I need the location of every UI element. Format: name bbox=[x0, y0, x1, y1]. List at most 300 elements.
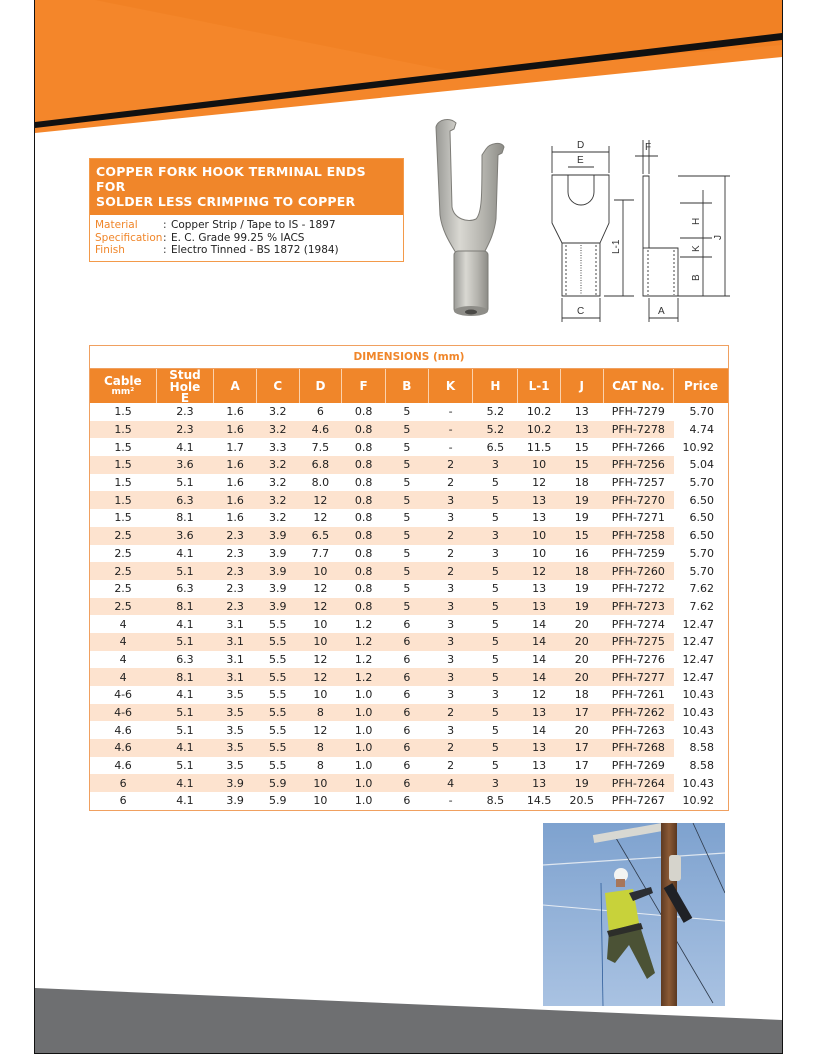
cell-cat-no: PFH-7261 bbox=[611, 688, 665, 702]
cell-d: 12 bbox=[299, 668, 342, 686]
column-header-stud-hole bbox=[156, 369, 214, 403]
cell-cable: 1.5 bbox=[114, 476, 132, 490]
cell-d: 12 bbox=[313, 582, 328, 596]
spec-label: Material bbox=[95, 219, 138, 231]
column-header-label: Price bbox=[683, 379, 719, 393]
cell-price: 10.43 bbox=[682, 723, 714, 737]
cell-k: - bbox=[428, 421, 473, 439]
dimensions-table bbox=[90, 369, 728, 810]
cell-cable: 4 bbox=[119, 617, 127, 631]
column-header-label: L-1 bbox=[528, 379, 550, 393]
cell-cable: 4 bbox=[119, 652, 127, 666]
cell-price: 10.92 bbox=[682, 794, 714, 808]
cell-stud-hole: 3.6 bbox=[156, 527, 214, 545]
cell-a: 3.5 bbox=[214, 739, 257, 757]
cell-cable: 1.5 bbox=[90, 491, 156, 509]
cell-l1: 10.2 bbox=[518, 421, 561, 439]
cell-k: 2 bbox=[447, 759, 455, 773]
cell-d: 12 bbox=[299, 598, 342, 616]
cell-f: 1.2 bbox=[342, 633, 386, 651]
cell-cat-no: PFH-7264 bbox=[603, 774, 673, 792]
cell-d: 6.5 bbox=[299, 527, 342, 545]
column-header-label: F bbox=[359, 379, 368, 393]
cell-stud-hole: 4.1 bbox=[176, 794, 194, 808]
spec-row-material bbox=[95, 219, 397, 232]
terminal-fork-body bbox=[436, 120, 504, 253]
cell-h: 8.5 bbox=[486, 794, 505, 808]
cell-c: 3.2 bbox=[269, 405, 287, 419]
cell-h: 5 bbox=[491, 582, 499, 596]
table-row bbox=[90, 686, 728, 704]
cell-b: 6 bbox=[386, 774, 429, 792]
spec-value: Copper Strip / Tape to IS - 1897 bbox=[171, 219, 336, 231]
cell-h: 6.5 bbox=[486, 440, 505, 454]
cell-f: 0.8 bbox=[354, 405, 373, 419]
cell-l1: 14 bbox=[518, 668, 561, 686]
cell-k: 3 bbox=[447, 688, 455, 702]
cell-stud-hole: 2.3 bbox=[156, 421, 214, 439]
table-row bbox=[90, 792, 728, 810]
column-header-a bbox=[214, 369, 257, 403]
photo-insulator bbox=[669, 855, 681, 881]
cell-a: 3.5 bbox=[226, 759, 244, 773]
cell-stud-hole: 4.1 bbox=[176, 440, 194, 454]
cell-c: 3.2 bbox=[256, 491, 299, 509]
cell-price: 8.58 bbox=[689, 759, 714, 773]
cell-d: 12 bbox=[313, 511, 328, 525]
cell-f: 0.8 bbox=[354, 511, 373, 525]
cell-cat-no: PFH-7272 bbox=[611, 582, 665, 596]
cell-cable: 2.5 bbox=[90, 598, 156, 616]
cell-cat-no: PFH-7278 bbox=[603, 421, 673, 439]
table-row bbox=[90, 491, 728, 509]
cell-d: 12 bbox=[313, 723, 328, 737]
cell-f: 1.0 bbox=[354, 688, 373, 702]
cell-l1: 10 bbox=[532, 546, 547, 560]
cell-k: 2 bbox=[447, 476, 455, 490]
column-header-cable bbox=[90, 369, 156, 403]
cell-cat-no: PFH-7266 bbox=[611, 440, 665, 454]
cell-k: 2 bbox=[428, 527, 473, 545]
cell-j: 19 bbox=[574, 511, 589, 525]
cell-j: 16 bbox=[574, 546, 589, 560]
cell-f: 0.8 bbox=[354, 440, 373, 454]
cell-a: 1.6 bbox=[226, 405, 244, 419]
cell-h: 5 bbox=[491, 617, 499, 631]
cell-a: 3.9 bbox=[226, 794, 244, 808]
cell-b: 6 bbox=[386, 633, 429, 651]
cell-f: 0.8 bbox=[342, 527, 386, 545]
cell-l1: 13 bbox=[518, 774, 561, 792]
cell-cat-no: PFH-7274 bbox=[611, 617, 665, 631]
spec-value: E. C. Grade 99.25 % IACS bbox=[171, 231, 305, 244]
cell-cat-no: PFH-7267 bbox=[611, 794, 665, 808]
spec-separator: : bbox=[163, 231, 167, 244]
cell-stud-hole: 2.3 bbox=[176, 405, 194, 419]
cell-price: 6.50 bbox=[674, 491, 728, 509]
cell-c: 3.9 bbox=[256, 598, 299, 616]
cell-price: 7.62 bbox=[689, 582, 714, 596]
cell-b: 5 bbox=[386, 562, 429, 580]
cell-a: 2.3 bbox=[214, 598, 257, 616]
cell-j: 13 bbox=[574, 405, 589, 419]
diagram-label-j: J bbox=[713, 235, 724, 240]
cell-c: 5.5 bbox=[269, 723, 287, 737]
cell-j: 20 bbox=[574, 723, 589, 737]
spec-label: Finish bbox=[95, 244, 125, 256]
cell-b: 5 bbox=[386, 491, 429, 509]
fork-terminal-photo bbox=[424, 115, 534, 325]
footer-gray-shape bbox=[35, 988, 782, 1053]
cell-cat-no: PFH-7260 bbox=[603, 562, 673, 580]
cell-l1: 13 bbox=[532, 582, 547, 596]
cell-f: 1.2 bbox=[354, 652, 373, 666]
photo-worker-face bbox=[616, 879, 625, 887]
cell-cat-no: PFH-7258 bbox=[603, 527, 673, 545]
cell-h: 3 bbox=[473, 774, 518, 792]
cell-j: 19 bbox=[574, 582, 589, 596]
cell-c: 5.5 bbox=[256, 739, 299, 757]
cell-c: 5.5 bbox=[269, 759, 287, 773]
column-header-h bbox=[473, 369, 518, 403]
cell-l1: 10.2 bbox=[526, 405, 552, 419]
cell-f: 1.2 bbox=[354, 617, 373, 631]
cell-a: 3.5 bbox=[226, 688, 244, 702]
cell-f: 1.0 bbox=[354, 759, 373, 773]
cell-price: 12.47 bbox=[674, 633, 728, 651]
cell-l1: 12 bbox=[532, 476, 547, 490]
dimension-diagram bbox=[540, 130, 740, 325]
cell-price: 10.92 bbox=[682, 440, 714, 454]
cell-d: 7.5 bbox=[311, 440, 330, 454]
table-row bbox=[90, 509, 728, 527]
cell-a: 1.6 bbox=[214, 421, 257, 439]
cell-a: 3.1 bbox=[226, 617, 244, 631]
cell-k: 4 bbox=[428, 774, 473, 792]
cell-h: 5 bbox=[491, 723, 499, 737]
cell-price: 7.62 bbox=[674, 598, 728, 616]
cell-cat-no: PFH-7270 bbox=[603, 491, 673, 509]
cell-d: 6 bbox=[316, 405, 324, 419]
cell-b: 5 bbox=[403, 405, 411, 419]
cell-cat-no: PFH-7279 bbox=[611, 405, 665, 419]
column-header-label: C bbox=[273, 379, 283, 393]
cell-c: 3.2 bbox=[269, 511, 287, 525]
cell-stud-hole: 4.1 bbox=[176, 617, 194, 631]
cell-c: 3.9 bbox=[269, 546, 287, 560]
cell-l1: 10 bbox=[518, 527, 561, 545]
cell-j: 20.5 bbox=[569, 794, 595, 808]
cell-cable: 2.5 bbox=[90, 527, 156, 545]
cell-h: 5 bbox=[473, 491, 518, 509]
cell-stud-hole: 4.1 bbox=[176, 688, 194, 702]
column-header-l1 bbox=[518, 369, 561, 403]
cell-b: 5 bbox=[403, 582, 411, 596]
cell-j: 15 bbox=[560, 456, 603, 474]
cell-k: - bbox=[448, 440, 453, 454]
cell-f: 0.8 bbox=[354, 582, 373, 596]
cell-cat-no: PFH-7262 bbox=[603, 704, 673, 722]
spec-separator: : bbox=[163, 244, 167, 256]
cell-stud-hole: 4.1 bbox=[156, 774, 214, 792]
cell-d: 10 bbox=[313, 617, 328, 631]
cell-cable: 1.5 bbox=[114, 440, 132, 454]
diagram-label-h: H bbox=[691, 217, 702, 225]
column-header-price bbox=[674, 369, 728, 403]
cell-stud-hole: 6.3 bbox=[176, 582, 194, 596]
cell-k: 3 bbox=[447, 652, 455, 666]
cell-h: 5 bbox=[473, 562, 518, 580]
cell-cable: 4.6 bbox=[114, 723, 132, 737]
cell-f: 0.8 bbox=[354, 476, 373, 490]
cell-cable: 4 bbox=[90, 668, 156, 686]
cell-cable: 4.6 bbox=[114, 759, 132, 773]
cell-d: 10 bbox=[313, 688, 328, 702]
cell-d: 6.8 bbox=[299, 456, 342, 474]
column-header-k bbox=[428, 369, 473, 403]
spec-list bbox=[90, 215, 403, 261]
diagram-label-a: A bbox=[658, 306, 665, 317]
dimensions-table-panel bbox=[89, 345, 729, 811]
cell-c: 5.9 bbox=[269, 794, 287, 808]
cell-price: 10.43 bbox=[674, 704, 728, 722]
dimensions-caption: DIMENSIONS (mm) bbox=[90, 346, 728, 369]
cell-b: 5 bbox=[386, 421, 429, 439]
cell-a: 1.6 bbox=[226, 511, 244, 525]
column-header-sublabel: mm² bbox=[111, 387, 135, 397]
cell-stud-hole: 6.3 bbox=[156, 491, 214, 509]
cell-cat-no: PFH-7257 bbox=[611, 476, 665, 490]
cell-cable: 1.5 bbox=[90, 421, 156, 439]
cell-j: 19 bbox=[560, 774, 603, 792]
cell-cable: 1.5 bbox=[114, 405, 132, 419]
cell-h: 3 bbox=[491, 546, 499, 560]
cell-f: 0.8 bbox=[342, 598, 386, 616]
cell-j: 20 bbox=[560, 633, 603, 651]
cell-b: 5 bbox=[403, 511, 411, 525]
cell-cable: 1.5 bbox=[90, 456, 156, 474]
product-title-line1: COPPER FORK HOOK TERMINAL ENDS FOR bbox=[96, 164, 366, 194]
cell-d: 8 bbox=[316, 759, 324, 773]
cell-stud-hole: 3.6 bbox=[156, 456, 214, 474]
cell-c: 3.2 bbox=[256, 456, 299, 474]
cell-d: 8 bbox=[299, 739, 342, 757]
cell-b: 6 bbox=[386, 668, 429, 686]
cell-b: 6 bbox=[386, 739, 429, 757]
cell-cat-no: PFH-7275 bbox=[603, 633, 673, 651]
cell-c: 5.5 bbox=[256, 668, 299, 686]
cell-l1: 14.5 bbox=[526, 794, 552, 808]
column-header-c bbox=[256, 369, 299, 403]
cell-h: 3 bbox=[473, 456, 518, 474]
cell-b: 6 bbox=[386, 704, 429, 722]
diagram-label-b: B bbox=[691, 274, 702, 281]
table-row bbox=[90, 739, 728, 757]
cell-k: 3 bbox=[447, 723, 455, 737]
cell-l1: 13 bbox=[518, 704, 561, 722]
cell-a: 2.3 bbox=[226, 546, 244, 560]
cell-j: 15 bbox=[574, 440, 589, 454]
cell-h: 5.2 bbox=[486, 405, 505, 419]
cell-j: 20 bbox=[560, 668, 603, 686]
cell-cat-no: PFH-7269 bbox=[611, 759, 665, 773]
table-row bbox=[90, 562, 728, 580]
cell-b: 6 bbox=[403, 652, 411, 666]
cell-h: 5 bbox=[473, 739, 518, 757]
cell-j: 18 bbox=[574, 476, 589, 490]
table-row bbox=[90, 615, 728, 633]
cell-l1: 12 bbox=[532, 688, 547, 702]
cell-c: 5.9 bbox=[256, 774, 299, 792]
column-header-d bbox=[299, 369, 342, 403]
table-row bbox=[90, 598, 728, 616]
cell-c: 3.2 bbox=[256, 421, 299, 439]
cell-price: 8.58 bbox=[674, 739, 728, 757]
cell-k: 2 bbox=[447, 546, 455, 560]
cell-f: 1.0 bbox=[354, 723, 373, 737]
cell-k: 3 bbox=[428, 491, 473, 509]
cell-j: 17 bbox=[560, 704, 603, 722]
cell-b: 5 bbox=[403, 440, 411, 454]
cell-stud-hole: 5.1 bbox=[176, 759, 194, 773]
cell-cable: 6 bbox=[119, 794, 127, 808]
cell-stud-hole: 5.1 bbox=[176, 476, 194, 490]
terminal-barrel-hole bbox=[465, 310, 477, 315]
cell-f: 1.0 bbox=[354, 794, 373, 808]
diagram-label-e: E bbox=[577, 155, 584, 166]
cell-l1: 13 bbox=[518, 598, 561, 616]
column-header-label: Stud Hole bbox=[169, 368, 201, 394]
cell-l1: 14 bbox=[532, 617, 547, 631]
cell-l1: 12 bbox=[518, 562, 561, 580]
cell-h: 5 bbox=[473, 668, 518, 686]
cell-cat-no: PFH-7273 bbox=[603, 598, 673, 616]
cell-cat-no: PFH-7268 bbox=[603, 739, 673, 757]
cell-f: 0.8 bbox=[342, 491, 386, 509]
cell-price: 5.70 bbox=[689, 405, 714, 419]
spec-row-specification bbox=[95, 232, 397, 245]
cell-d: 10 bbox=[299, 633, 342, 651]
cell-c: 5.5 bbox=[269, 652, 287, 666]
cell-k: - bbox=[448, 794, 453, 808]
cell-c: 3.3 bbox=[269, 440, 287, 454]
cell-l1: 13 bbox=[532, 511, 547, 525]
cell-d: 7.7 bbox=[311, 546, 330, 560]
cell-c: 3.9 bbox=[269, 582, 287, 596]
cell-a: 1.6 bbox=[226, 476, 244, 490]
cell-j: 19 bbox=[560, 491, 603, 509]
diagram-label-f: F bbox=[645, 142, 652, 153]
cell-j: 18 bbox=[560, 562, 603, 580]
cell-f: 0.8 bbox=[342, 421, 386, 439]
cell-l1: 14 bbox=[532, 652, 547, 666]
table-row bbox=[90, 527, 728, 545]
cell-c: 3.9 bbox=[256, 562, 299, 580]
cell-h: 5 bbox=[491, 511, 499, 525]
cell-stud-hole: 4.1 bbox=[156, 739, 214, 757]
cell-h: 3 bbox=[491, 688, 499, 702]
cell-h: 5.2 bbox=[473, 421, 518, 439]
cell-l1: 10 bbox=[518, 456, 561, 474]
column-header-cat-no bbox=[603, 369, 673, 403]
table-row bbox=[90, 403, 728, 421]
cell-a: 2.3 bbox=[226, 582, 244, 596]
cell-l1: 11.5 bbox=[526, 440, 552, 454]
spec-separator: : bbox=[163, 219, 167, 231]
cell-a: 3.1 bbox=[214, 668, 257, 686]
cell-j: 20 bbox=[574, 617, 589, 631]
cell-price: 12.47 bbox=[682, 652, 714, 666]
cell-b: 5 bbox=[386, 456, 429, 474]
cell-price: 5.70 bbox=[689, 546, 714, 560]
cell-b: 6 bbox=[403, 688, 411, 702]
cell-k: 2 bbox=[428, 739, 473, 757]
cell-f: 1.0 bbox=[342, 774, 386, 792]
cell-j: 13 bbox=[560, 421, 603, 439]
cell-b: 6 bbox=[403, 617, 411, 631]
cell-cat-no: PFH-7277 bbox=[603, 668, 673, 686]
terminal-barrel bbox=[454, 251, 488, 313]
cell-stud-hole: 4.1 bbox=[176, 546, 194, 560]
cell-c: 5.5 bbox=[256, 633, 299, 651]
cell-f: 0.8 bbox=[342, 562, 386, 580]
cell-b: 5 bbox=[403, 476, 411, 490]
column-header-label: J bbox=[579, 379, 584, 393]
cell-l1: 13 bbox=[532, 759, 547, 773]
column-header-label: CAT No. bbox=[612, 379, 665, 393]
cell-d: 8.0 bbox=[311, 476, 330, 490]
cell-stud-hole: 5.1 bbox=[176, 723, 194, 737]
column-header-sublabel: E bbox=[180, 391, 190, 405]
cell-b: 5 bbox=[386, 598, 429, 616]
cell-k: 3 bbox=[447, 617, 455, 631]
cell-j: 20 bbox=[574, 652, 589, 666]
cell-h: 5 bbox=[491, 652, 499, 666]
cell-l1: 13 bbox=[518, 491, 561, 509]
column-header-label: A bbox=[230, 379, 240, 393]
cell-d: 10 bbox=[299, 562, 342, 580]
cell-j: 17 bbox=[574, 759, 589, 773]
table-row bbox=[90, 704, 728, 722]
diagram-front-view bbox=[552, 175, 609, 296]
lineman-photo bbox=[543, 823, 725, 1006]
table-row bbox=[90, 651, 728, 669]
cell-cable: 2.5 bbox=[90, 562, 156, 580]
cell-c: 5.5 bbox=[269, 617, 287, 631]
table-row bbox=[90, 757, 728, 775]
catalog-page bbox=[34, 0, 783, 1054]
cell-a: 3.1 bbox=[214, 633, 257, 651]
cell-d: 10 bbox=[299, 774, 342, 792]
cell-j: 17 bbox=[560, 739, 603, 757]
cell-price: 12.47 bbox=[674, 668, 728, 686]
diagram-label-d: D bbox=[577, 140, 585, 151]
cell-f: 1.0 bbox=[342, 739, 386, 757]
header-band bbox=[35, 0, 782, 140]
column-header-b bbox=[386, 369, 429, 403]
cell-k: 3 bbox=[447, 582, 455, 596]
cell-stud-hole: 8.1 bbox=[156, 668, 214, 686]
cell-price: 10.43 bbox=[674, 774, 728, 792]
column-header-label: Cable bbox=[103, 374, 142, 388]
cell-h: 5 bbox=[473, 598, 518, 616]
table-row bbox=[90, 633, 728, 651]
cell-price: 5.70 bbox=[689, 476, 714, 490]
diagram-label-l1: L-1 bbox=[611, 239, 622, 254]
cell-stud-hole: 5.1 bbox=[156, 633, 214, 651]
cell-a: 1.7 bbox=[226, 440, 244, 454]
table-row bbox=[90, 580, 728, 598]
